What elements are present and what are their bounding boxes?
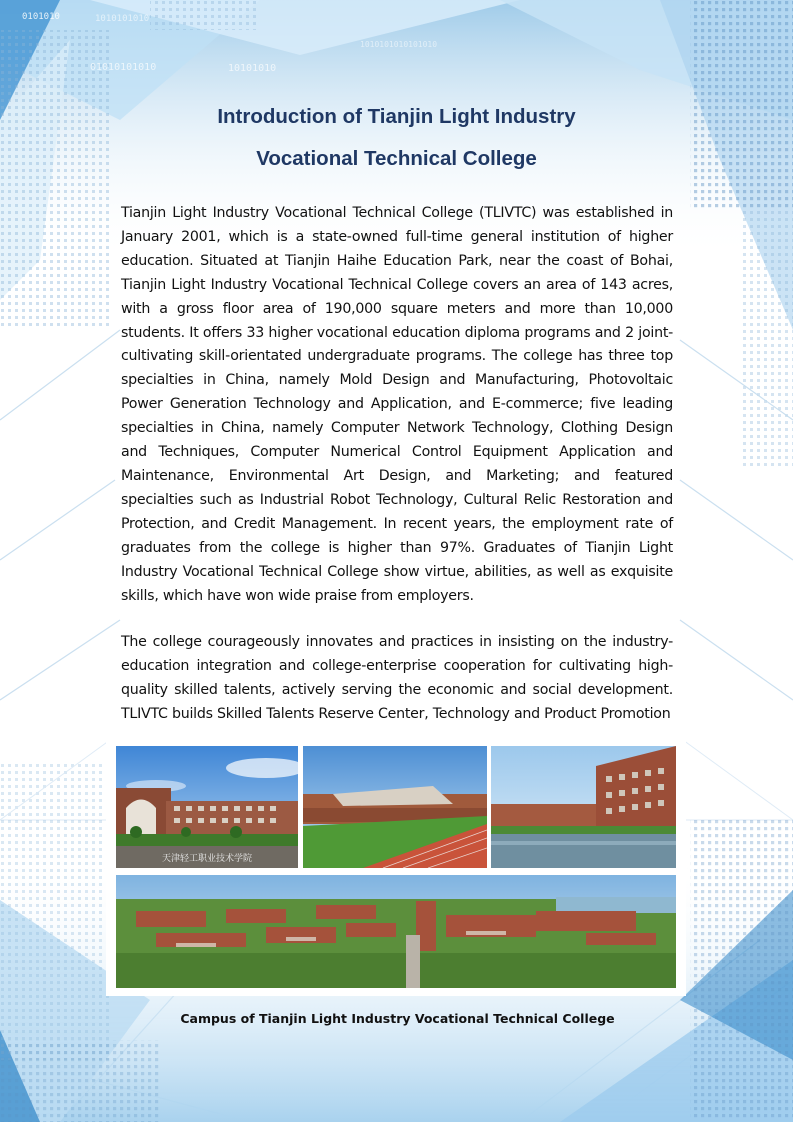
stadium-track-photo [303, 746, 487, 868]
photo-caption: Campus of Tianjin Light Industry Vocational Technical College [180, 1011, 615, 1026]
binary-text: 01010101010 [90, 62, 157, 73]
campus-gate-photo [116, 746, 298, 868]
binary-decoration [0, 0, 793, 90]
building-pond-photo [491, 746, 676, 868]
intro-paragraph: Tianjin Light Industry Vocational Technical College (TLIVTC) was established in January 2001, which is a state-owned full-time general institution of higher education. Situated at Tianjin Haihe Education Park, near the coast of Bohai, Tianjin Light Industry Vocational Technical College covers an area of 143 acres, with a gross floor area of 190,000 square meters and more than 10,000 students. It offers 33 higher vocational education diploma programs and 2 joint-cultivating skill-orientated undergraduate programs. The college has three top specialties in China, namely Mold Design and Manufacturing, Photovoltaic Power Generation Technology and Application, and E-commerce; five leading specialties in China, namely Computer Network Technology, Clothing Design and Techniques, Computer Numerical Control Equipment Application and Maintenance, Environmental Art Design, and Marketing; and featured specialties such as Industrial Robot Technology, Cultural Relic Restoration and Protection, and Credit Management. In recent years, the employment rate of graduates from the college is higher than 97%. Graduates of Tianjin Light Industry Vocational Technical College show virtue, abilities, as well as exquisite skills, which have won wide praise from employers. [121, 205, 673, 604]
binary-text: 0101010 [22, 12, 60, 22]
binary-text: 1010101010 [95, 14, 150, 24]
page-title-line-2: Vocational Technical College [256, 147, 537, 170]
campus-aerial-photo [116, 875, 676, 988]
page-title-line-1: Introduction of Tianjin Light Industry [217, 105, 576, 128]
binary-text: 10101010 [228, 63, 277, 74]
binary-text: 1010101010101010 [360, 40, 438, 49]
cooperation-paragraph: The college courageously innovates and practices in insisting on the industry-education integration and college-enterprise cooperation for cultivating high-quality skilled talents, actively serving the economic and social development. TLIVTC builds Skilled Talents Reserve Center, Technology and Product Promotion [121, 634, 673, 722]
gate-sign-text: 天津轻工职业技术学院 [161, 854, 253, 864]
